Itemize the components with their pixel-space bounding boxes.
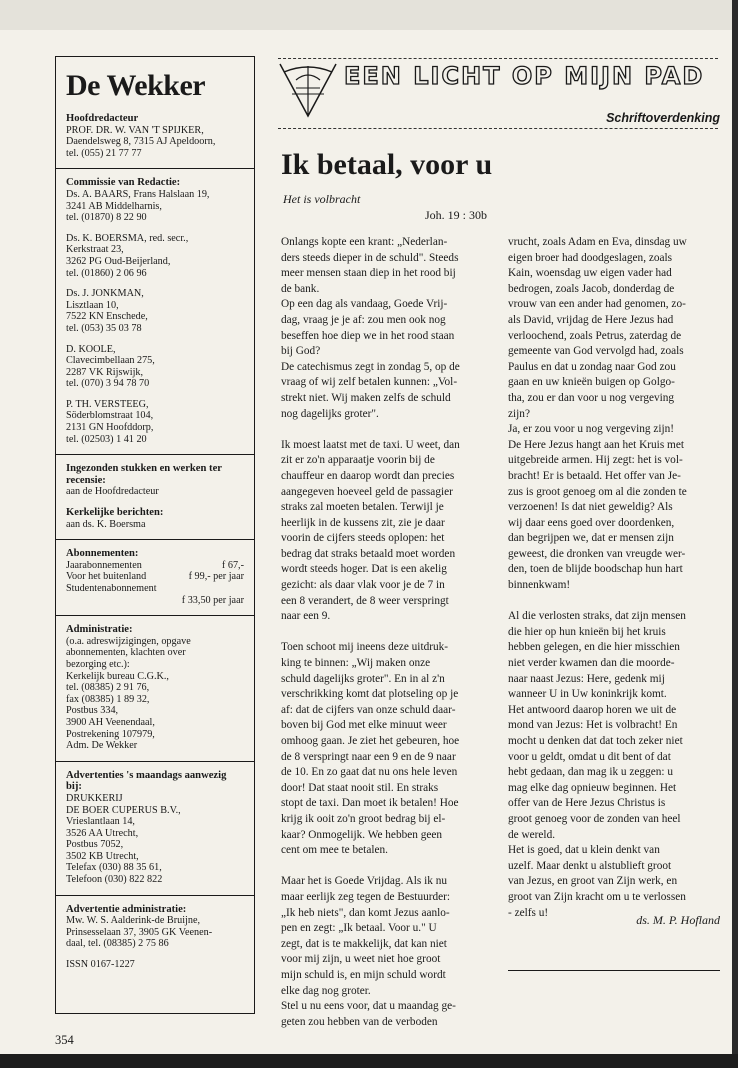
masthead-line: tel. (055) 21 77 77 bbox=[66, 147, 142, 159]
article-category: Schriftoverdenking bbox=[606, 111, 720, 125]
administration-section bbox=[66, 624, 244, 752]
text-line: voor mij zijn, u weet niet hoe groot bbox=[281, 953, 441, 966]
text-line: strekt niet. Wij maken zelfs de schuld bbox=[281, 391, 451, 404]
text-line: binnenkwam! bbox=[508, 579, 571, 592]
article-column-1 bbox=[281, 235, 491, 1046]
masthead-line: bezorging etc.): bbox=[66, 658, 130, 670]
subscriptions-section bbox=[66, 548, 244, 606]
text-line: zus is groot genoeg om al die zonden te bbox=[508, 485, 687, 498]
masthead-box bbox=[55, 56, 255, 1014]
lamp-logo-icon bbox=[278, 58, 338, 120]
masthead-section bbox=[66, 507, 244, 530]
masthead-line: 3900 AH Veenendaal, bbox=[66, 716, 155, 728]
text-line: groot genoeg voor de zonden van heel bbox=[508, 812, 681, 825]
masthead-line: fax (08385) 1 89 32, bbox=[66, 693, 150, 705]
text-line: Op een dag als vandaag, Goede Vrij- bbox=[281, 298, 448, 311]
text-line: zijn? bbox=[508, 407, 530, 420]
masthead-line: D. KOOLE, bbox=[66, 343, 116, 355]
text-line: zit er zo'n apparaatje voorin bij de bbox=[281, 454, 435, 467]
text-line: als David, vrijdag de Here Jezus had bbox=[508, 313, 674, 326]
text-line: Onlangs kopte een krant: „Nederlan- bbox=[281, 236, 448, 248]
masthead-section-heading: Commissie van Redactie: bbox=[66, 177, 181, 189]
text-line: De Here Jezus hangt aan het Kruis met bbox=[508, 438, 684, 451]
masthead-line: Daendelsweg 8, 7315 AJ Apeldoorn, bbox=[66, 136, 216, 148]
masthead-line: Clavecimbellaan 275, bbox=[66, 355, 155, 367]
text-line: elke dag nog groter. bbox=[281, 984, 371, 997]
text-line: schuld dagelijks groter". En in al z'n bbox=[281, 672, 445, 685]
masthead-line: abonnementen, klachten over bbox=[66, 647, 186, 659]
text-line: geweest, die dronken van vreugde wer- bbox=[508, 547, 686, 560]
masthead-line: Ds. J. JONKMAN, bbox=[66, 288, 144, 300]
ad-admin-section bbox=[66, 904, 244, 950]
masthead-line: P. TH. VERSTEEG, bbox=[66, 398, 149, 410]
text-line: bedrogen, zoals Jacob, donderdag de bbox=[508, 282, 675, 295]
bottom-dashed-rule bbox=[278, 128, 718, 129]
text-line: hebben gelegen, en die hier misschien bbox=[508, 641, 680, 654]
divider bbox=[56, 539, 254, 540]
text-line: dag, vraag je je af: zou men ook nog bbox=[281, 313, 446, 326]
text-line: Het antwoord daarop horen we uit de bbox=[508, 703, 677, 716]
page-number: 354 bbox=[55, 1033, 74, 1047]
text-line: straks zal moeten betalen. Terwijl je bbox=[281, 501, 444, 514]
text-line: wordt steeds hoger. Dat is een akelig bbox=[281, 563, 447, 576]
text-line: Al die verlosten straks, dat zijn mensen bbox=[508, 610, 686, 623]
ad-admin-heading: Advertentie administratie: bbox=[66, 903, 187, 915]
masthead-section-heading: Hoofdredacteur bbox=[66, 113, 139, 124]
article-paragraph bbox=[281, 235, 491, 422]
text-line: Stel u nu eens voor, dat u maandag ge- bbox=[281, 1000, 456, 1013]
text-reference: Het is volbracht bbox=[283, 192, 361, 206]
masthead-line: 3241 AB Middelharnis, bbox=[66, 200, 162, 212]
text-line: af: dat de cijfers van onze schuld daar- bbox=[281, 703, 456, 716]
divider bbox=[56, 761, 254, 762]
text-line: voorin de cijfers steeds oplopen: het bbox=[281, 532, 445, 545]
page-top-shade bbox=[0, 0, 738, 30]
masthead-line: 3502 KB Utrecht, bbox=[66, 850, 139, 862]
masthead-line: Postrekening 107979, bbox=[66, 728, 155, 740]
text-line: chauffeur en daarop wordt dan precies bbox=[281, 469, 455, 482]
text-line: hebt gedaan, dan mag ik u zeggen: u bbox=[508, 766, 674, 779]
text-line: gaan en uw knieën buigen op Golgo- bbox=[508, 376, 675, 389]
text-line: boven bij God met elke minuut weer bbox=[281, 719, 447, 732]
masthead-line: Adm. De Wekker bbox=[66, 740, 138, 752]
masthead-line: Mw. W. S. Aalderink-de Bruijne, bbox=[66, 915, 201, 927]
masthead-line: DRUKKERIJ bbox=[66, 792, 123, 804]
section-banner: EEN LICHT OP MIJN PAD bbox=[344, 62, 705, 90]
article-paragraph bbox=[508, 609, 723, 921]
text-line: Het is goed, dat u klein denkt van bbox=[508, 844, 660, 857]
text-line: Maar het is Goede Vrijdag. Als ik nu bbox=[281, 875, 448, 888]
article-paragraph bbox=[508, 235, 723, 594]
text-line: nog dagelijks groter". bbox=[281, 407, 379, 420]
subscription-row: Jaarabonnementen f 67,- bbox=[66, 559, 244, 571]
masthead-section bbox=[66, 288, 244, 334]
masthead-sections bbox=[66, 113, 244, 540]
text-line: de 10. En zo gaat dat nu ons hele leven bbox=[281, 766, 458, 779]
page-bottom-edge bbox=[0, 1054, 738, 1068]
text-line: voor u geldt, omdat u dit bent of dat bbox=[508, 750, 671, 763]
text-line: van Jezus, en groot van Zijn werk, en bbox=[508, 875, 678, 888]
masthead-section-heading: Ingezonden stukken en werken ter recensie: bbox=[66, 463, 222, 486]
text-line: De catechismus zegt in zondag 5, op de bbox=[281, 360, 460, 373]
divider bbox=[56, 168, 254, 169]
article-paragraph bbox=[281, 640, 491, 858]
text-line: naar naast Jezus: Here, gedenk mij bbox=[508, 672, 665, 685]
masthead-section bbox=[66, 463, 244, 498]
text-line: verschrikking komt dat plotseling op je bbox=[281, 688, 459, 701]
text-line: gezicht: als daar vlak voor je de 7 in bbox=[281, 579, 445, 592]
masthead-line: 3526 AA Utrecht, bbox=[66, 827, 139, 839]
masthead-section-heading: Kerkelijke berichten: bbox=[66, 507, 164, 519]
masthead-line: Lisztlaan 10, bbox=[66, 299, 119, 311]
text-line: den, toen de blijde boodschap hun hart bbox=[508, 563, 683, 576]
text-line: - zelfs u! bbox=[508, 906, 549, 919]
masthead-section bbox=[66, 399, 244, 445]
text-line: Paulus en dat u zondag naar God zou bbox=[508, 360, 676, 373]
text-line: mond van Jezus: Het is volbracht! En bbox=[508, 719, 678, 732]
page-right-edge bbox=[732, 0, 738, 1068]
masthead-line: 2131 GN Hoofddorp, bbox=[66, 422, 154, 434]
text-line: offer van de Here Jezus Christus is bbox=[508, 797, 666, 810]
text-line: verzoenen! Is dat niet geweldig? Als bbox=[508, 501, 673, 514]
masthead-section bbox=[66, 233, 244, 279]
subscription-row: Studentenabonnement bbox=[66, 583, 157, 594]
masthead-line: Telefoon (030) 822 822 bbox=[66, 874, 163, 886]
masthead-line: aan ds. K. Boersma bbox=[66, 518, 146, 530]
masthead-line: aan de Hoofdredacteur bbox=[66, 486, 159, 498]
text-line: gemeente van God vervolgd had, zoals bbox=[508, 345, 684, 358]
masthead-line: Ds. K. BOERSMA, red. secr., bbox=[66, 232, 189, 244]
masthead-line: 2287 VK Rijswijk, bbox=[66, 366, 144, 378]
author-signature: ds. M. P. Hofland bbox=[636, 913, 720, 927]
ads-section bbox=[66, 770, 244, 886]
text-line: maar eerlijk zeg tegen de Bestuurder: bbox=[281, 890, 451, 903]
divider bbox=[56, 454, 254, 455]
masthead-line: DE BOER CUPERUS B.V., bbox=[66, 804, 181, 816]
masthead-line: 3262 PG Oud-Beijerland, bbox=[66, 255, 171, 267]
text-line: dan begrijpen we, dat er mensen zijn bbox=[508, 532, 674, 545]
text-line: bij God? bbox=[281, 345, 321, 358]
text-line: bracht! Er is betaald. Het offer van Je- bbox=[508, 469, 681, 482]
text-line: Ik moest laatst met de taxi. U weet, dan bbox=[281, 438, 460, 451]
masthead-line: tel. (053) 35 03 78 bbox=[66, 322, 142, 334]
top-dashed-rule bbox=[278, 58, 718, 59]
text-line: de bank. bbox=[281, 282, 320, 295]
masthead-line: Prinsesselaan 37, 3905 GK Veenen- bbox=[66, 926, 213, 938]
text-line: mijn schuld is, en mijn schuld wordt bbox=[281, 968, 446, 981]
text-line: Kain, woensdag uw eigen vader had bbox=[508, 267, 672, 280]
subscription-row: Voor het buitenland f 99,- per jaar bbox=[66, 571, 244, 583]
text-line: stopt de taxi. Dan moet ik betalen! Hoe bbox=[281, 797, 459, 810]
text-line: kaar? Onmogelijk. We hebben geen bbox=[281, 828, 443, 841]
masthead-line: tel. (02503) 1 41 20 bbox=[66, 433, 147, 445]
masthead-line: Postbus 334, bbox=[66, 705, 119, 717]
text-line: de wereld. bbox=[508, 828, 556, 841]
text-line: niet verder kwamen dan die moorde- bbox=[508, 657, 675, 670]
text-line: omhoog gaan. Je ziet het gebeuren, hoe bbox=[281, 735, 460, 747]
masthead-line: tel. (070) 3 94 78 70 bbox=[66, 378, 150, 390]
article-title: Ik betaal, voor u bbox=[281, 148, 493, 181]
text-line: cent om mee te betalen. bbox=[281, 844, 388, 857]
administration-heading: Administratie: bbox=[66, 624, 133, 636]
article-paragraph bbox=[281, 438, 491, 625]
text-line: groot van Zijn kracht om u te verlossen bbox=[508, 890, 686, 903]
text-line: vrouw van een ander had genomen, zo- bbox=[508, 298, 686, 311]
text-line: wanneer U in Uw koninkrijk komt. bbox=[508, 688, 667, 701]
divider bbox=[56, 615, 254, 616]
text-line: uitgebreide armen. Hij zegt: het is vol- bbox=[508, 454, 683, 467]
masthead-line: Ds. A. BAARS, Frans Halslaan 19, bbox=[66, 188, 210, 200]
article-paragraph bbox=[281, 874, 491, 1030]
text-line: wij daar eens goed over doordenken, bbox=[508, 516, 675, 529]
text-line: king te binnen: „Wij maken onze bbox=[281, 657, 431, 670]
text-line: die hier op hun knieën bij het kruis bbox=[508, 625, 666, 638]
text-line: vrucht, zoals Adam en Eva, dinsdag uw bbox=[508, 236, 687, 248]
masthead-line: daal, tel. (08385) 2 75 86 bbox=[66, 938, 169, 950]
text-line: „Ik heb niets", dan komt Jezus aanlo- bbox=[281, 906, 450, 919]
masthead-line: Vrieslantlaan 14, bbox=[66, 816, 135, 828]
subscriptions-heading: Abonnementen: bbox=[66, 548, 139, 560]
masthead-line: tel. (08385) 2 91 76, bbox=[66, 682, 150, 694]
text-line: mag elke dag opnieuw beginnen. Het bbox=[508, 781, 677, 794]
masthead-title: De Wekker bbox=[66, 69, 206, 102]
masthead-line: Kerkelijk bureau C.G.K., bbox=[66, 670, 169, 682]
text-line: de 8 verspringt naar een 9 en de 9 naar bbox=[281, 750, 456, 763]
text-line: aangegeven hoeveel geld de passagier bbox=[281, 485, 453, 498]
text-line: bedrag dat straks betaald moet worden bbox=[281, 547, 456, 560]
ads-heading: Advertenties 's maandags aanwezig bij: bbox=[66, 769, 227, 793]
text-line: Toen schoot mij ineens deze uitdruk- bbox=[281, 641, 449, 654]
masthead-section bbox=[66, 113, 244, 159]
masthead-line: Kerkstraat 23, bbox=[66, 244, 124, 256]
text-line: zegt, dat is te makkelijk, dat kan niet bbox=[281, 937, 447, 950]
issn: ISSN 0167-1227 bbox=[66, 959, 135, 971]
text-line: meer mensen staan diep in het rood bij bbox=[281, 267, 456, 280]
masthead-section bbox=[66, 177, 244, 223]
text-line: uzelf. Maar denkt u alstublieft groot bbox=[508, 859, 672, 872]
masthead-line: tel. (01870) 8 22 90 bbox=[66, 212, 147, 224]
masthead-line: Söderblomstraat 104, bbox=[66, 410, 154, 422]
verse-reference: Joh. 19 : 30b bbox=[425, 208, 488, 222]
text-line: krijg ik ooit zo'n groot bedrag bij el- bbox=[281, 812, 446, 825]
article-column-2 bbox=[508, 235, 723, 937]
text-line: beseffen hoe diep we in het rood staan bbox=[281, 329, 455, 342]
divider bbox=[56, 895, 254, 896]
masthead-line: 7522 KN Enschede, bbox=[66, 311, 148, 323]
masthead-line: (o.a. adreswijzigingen, opgave bbox=[66, 635, 191, 647]
text-line: verloochend, zoals Petrus, zaterdag de bbox=[508, 329, 682, 342]
text-line: ders steeds dieper in de schuld". Steeds bbox=[281, 251, 459, 264]
masthead-line: tel. (01860) 2 06 96 bbox=[66, 267, 147, 279]
text-line: tha, zou er dan voor u nog vergeving bbox=[508, 391, 675, 404]
masthead-section bbox=[66, 344, 244, 390]
text-line: een 8 verandert, de 8 weer verspringt bbox=[281, 594, 449, 607]
masthead-line: Postbus 7052, bbox=[66, 839, 124, 851]
text-line: eigen broer had doodgeslagen, zoals bbox=[508, 251, 673, 264]
article-end-rule bbox=[508, 970, 720, 971]
masthead-line: PROF. DR. W. VAN 'T SPIJKER, bbox=[66, 124, 204, 136]
text-line: heerlijk in de kussens zit, zie je daar bbox=[281, 516, 445, 529]
text-line: door! Dat staat nooit stil. En straks bbox=[281, 781, 439, 794]
text-line: vraag of wij zelf betalen kunnen: „Vol- bbox=[281, 376, 458, 389]
text-line: geten zou hebben van de verboden bbox=[281, 1015, 438, 1028]
masthead-line: Telefax (030) 88 35 61, bbox=[66, 862, 162, 874]
student-price: f 33,50 per jaar bbox=[181, 594, 244, 606]
text-line: Ja, er zou voor u nog vergeving zijn! bbox=[508, 423, 675, 436]
text-line: mocht u denken dat dat toch zeker niet bbox=[508, 735, 683, 747]
text-line: pen en zegt: „Ik betaal. Voor u." U bbox=[281, 922, 437, 935]
text-line: naar een 9. bbox=[281, 610, 331, 623]
